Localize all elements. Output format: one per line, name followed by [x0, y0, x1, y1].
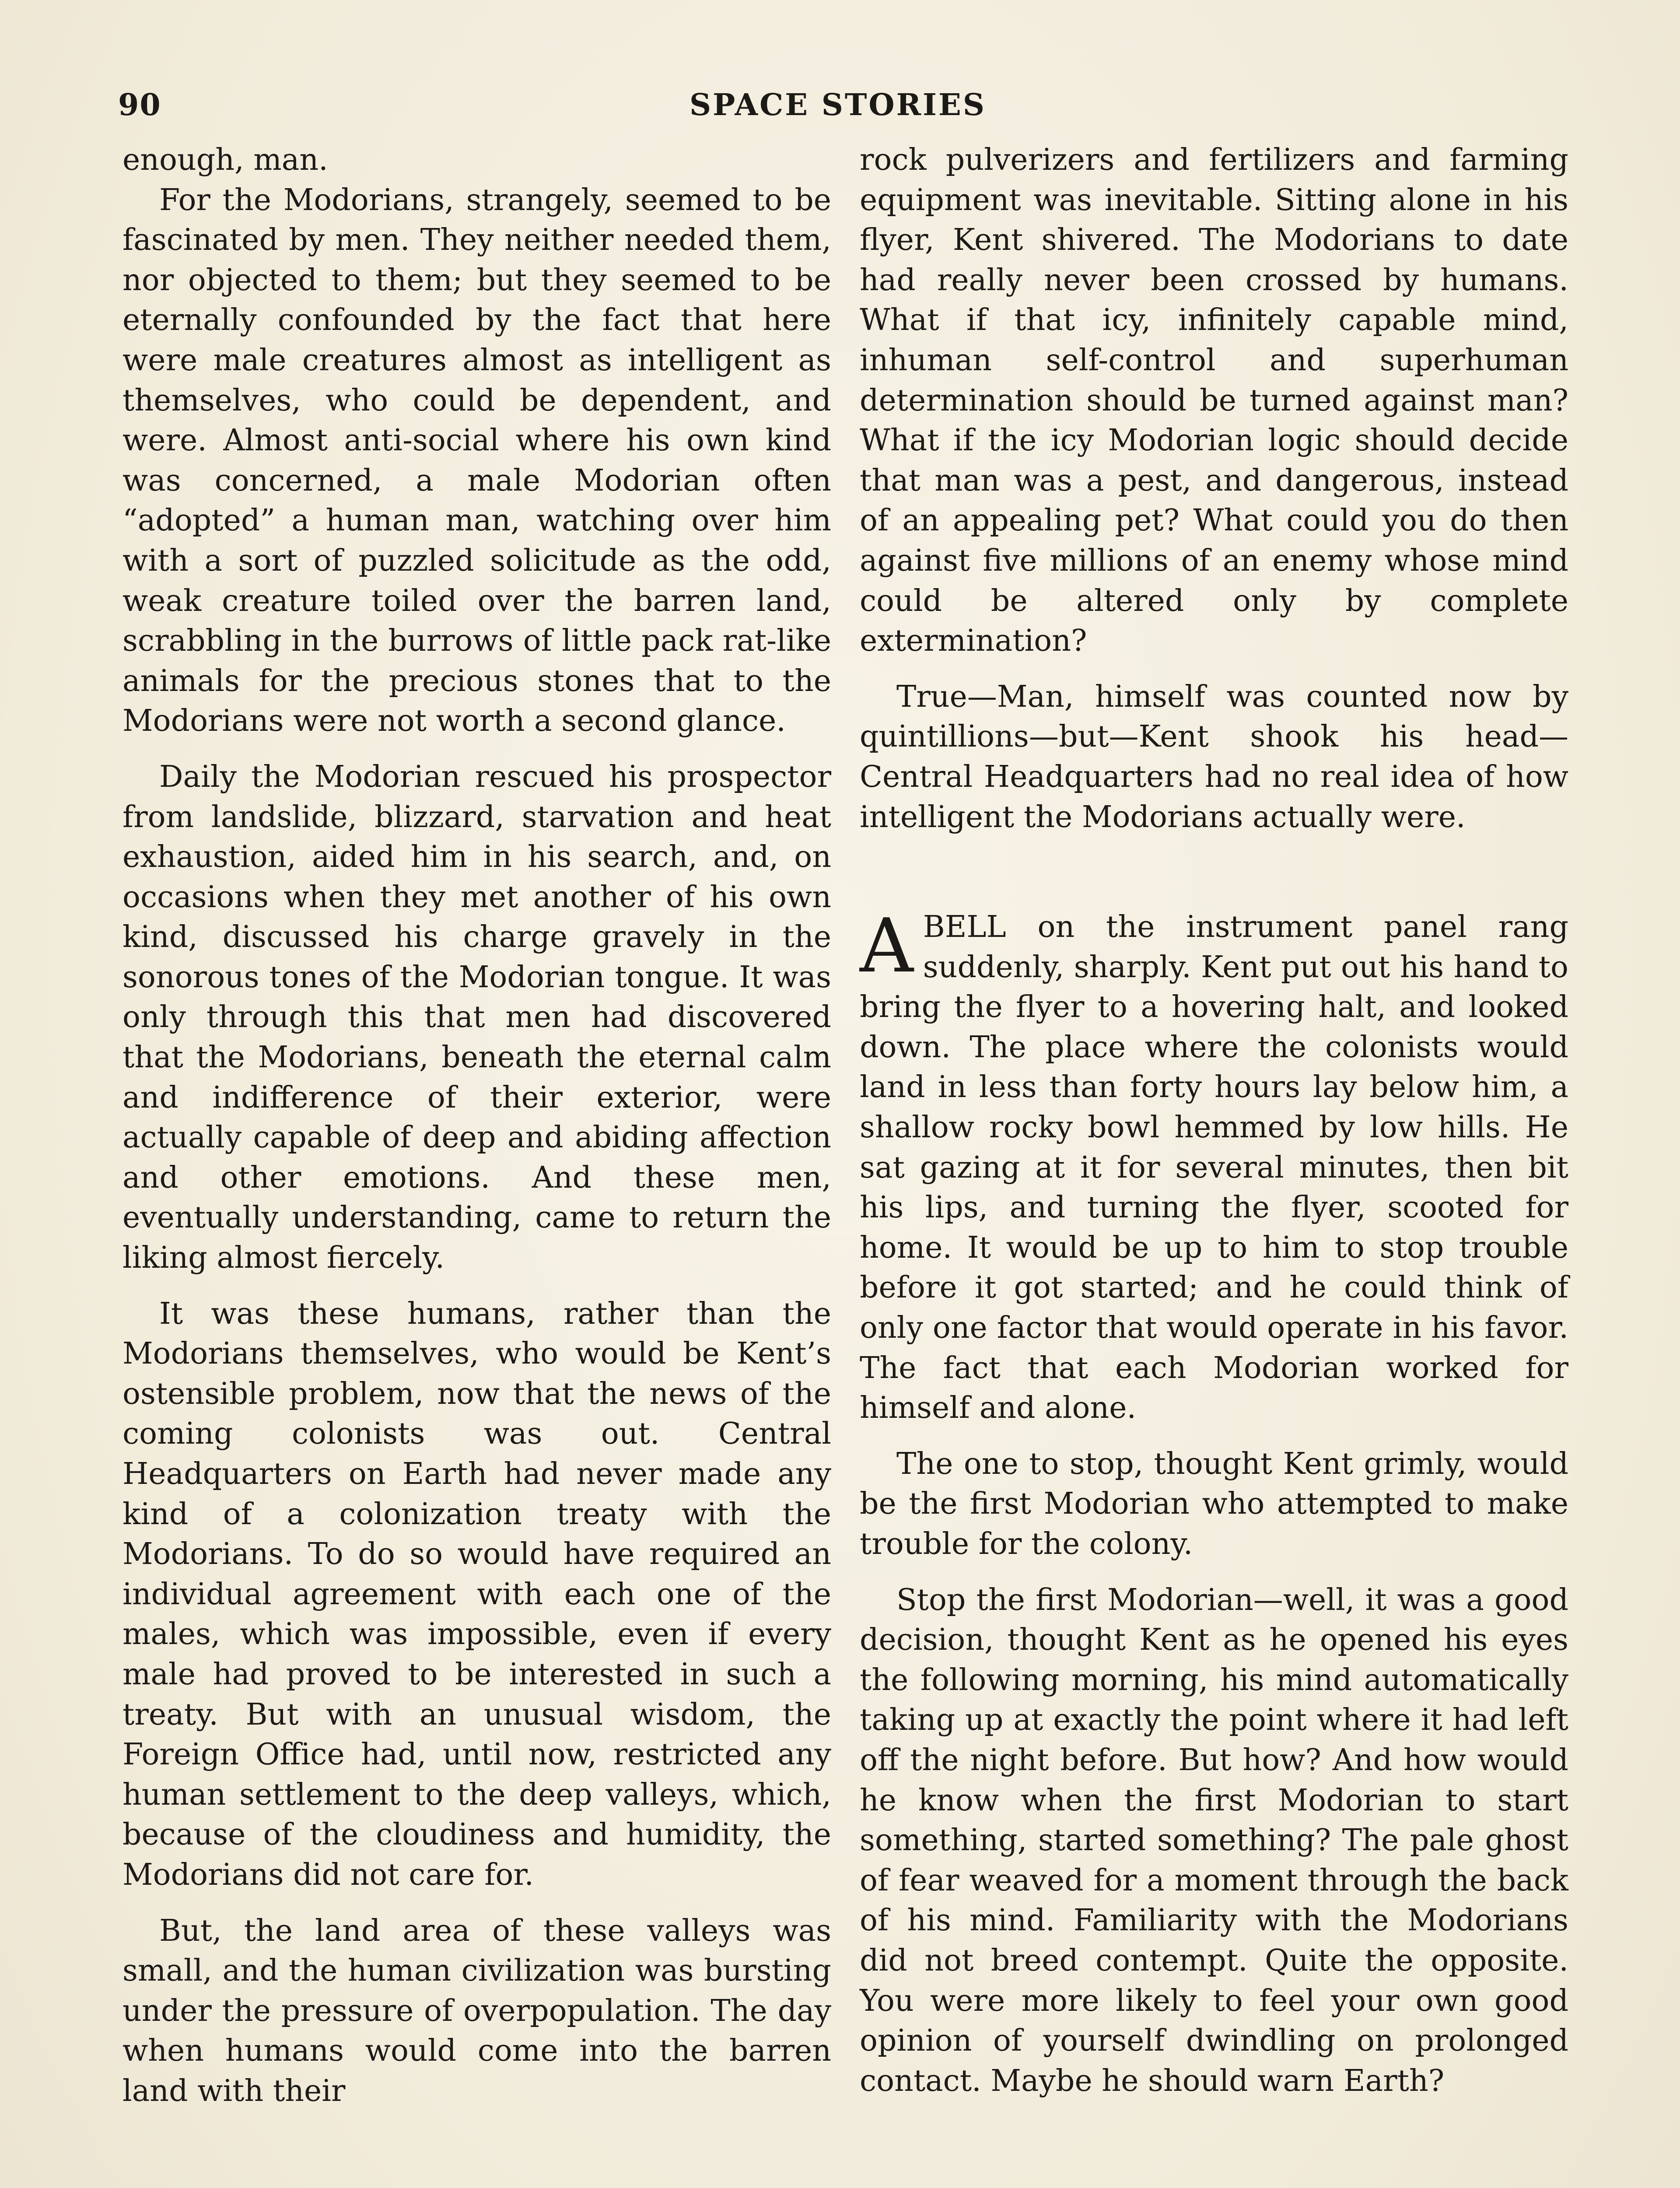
right-column — [860, 140, 1568, 2101]
paragraph: enough, man. — [122, 143, 328, 177]
left-column — [122, 140, 831, 2111]
paragraph: But, the land area of these valleys was small, and the human civilization was bursting under the pressure of overpopulation. The day when humans would come into the barren land with their — [122, 1913, 831, 2108]
paragraph: rock pulverizers and fertilizers and farming equipment was inevitable. Sitting alone in his flyer, Kent shivered. The Modorians to date had really never been crossed by humans. What if that icy, infinitely capable mind, inhuman self-control and superhuman determination should be turned against man? What if the icy Modorian logic should decide that man was a pest, and dangerous, instead of an appealing pet? What could you do then against five millions of an enemy whose mind could be altered only by complete extermination? — [860, 143, 1568, 659]
paragraph: The one to stop, thought Kent grimly, would be the first Modorian who attempted to make trouble for the colony. — [860, 1446, 1568, 1561]
drop-cap: A — [860, 903, 914, 990]
magazine-title: SPACE STORIES — [690, 88, 986, 123]
paragraph: For the Modorians, strangely, seemed to be fascinated by men. They neither needed them, nor objected to them; but they seemed to be eternally confounded by the fact that here were male creatures almost as intelligent as themselves, who could be dependent, and were. Almost anti-social where his own kind was concerned, a male Modorian often “adopted” a human man, watching over him with a sort of puzzled solicitude as the odd, weak creature toiled over the barren land, scrabbling in the burrows of little pack rat-like animals for the precious stones that to the Modorians were not worth a second glance. — [122, 182, 831, 739]
paragraph: True—Man, himself was counted now by quintillions—but—Kent shook his head—Central Headquarters had no real idea of how intelligent the Modorians actually were. — [860, 679, 1568, 835]
page-header — [118, 88, 1558, 140]
paragraph: It was these humans, rather than the Modorians themselves, who would be Kent’s ostensible problem, now that the news of the coming colonists was out. Central Headquarters on Earth had never made any kind of a colonization treaty with the Modorians. To do so would have required an individual agreement with each one of the males, which was impossible, even if every male had proved to be interested in such a treaty. But with an unusual wisdom, the Foreign Office had, until now, restricted any human settlement to the deep valleys, which, because of the cloudiness and humidity, the Modorians did not care for. — [122, 1296, 831, 1892]
paragraph: Daily the Modorian rescued his prospector from landslide, blizzard, starvation and heat exhaustion, aided him in his search, and, on occasions when they met another of his own kind, discussed his charge gravely in the sonorous tones of the Modorian tongue. It was only through this that men had discovered that the Modorians, beneath the eternal calm and indifference of their exterior, were actually capable of deep and abiding affection and other emotions. And these men, eventually understanding, came to return the liking almost fiercely. — [122, 759, 831, 1276]
section-start-paragraph — [860, 903, 1568, 1428]
page-number: 90 — [118, 88, 161, 123]
paragraph-text: BELL on the instrument panel rang suddenly, sharply. Kent put out his hand to bring the flyer to a hovering halt, and looked down. The place where the colonists would land in less than forty hours lay below him, a shallow rocky bowl hemmed by low hills. He sat gazing at it for several minutes, then bit his lips, and turning the flyer, scooted for home. It would be up to him to stop trouble before it got started; and he could think of only one factor that would operate in his favor. The fact that each Modorian worked for himself and alone. — [860, 910, 1568, 1426]
paragraph: Stop the first Modorian—well, it was a good decision, thought Kent as he opened his eyes the following morning, his mind automatically taking up at exactly the point where it had left off the night before. But how? And how would he know when the first Modorian to start something, started something? The pale ghost of fear weaved for a moment through the back of his mind. Familiarity with the Modorians did not breed contempt. Quite the opposite. You were more likely to feel your own good opinion of yourself dwindling on prolonged contact. Maybe he should warn Earth? — [860, 1582, 1568, 2098]
